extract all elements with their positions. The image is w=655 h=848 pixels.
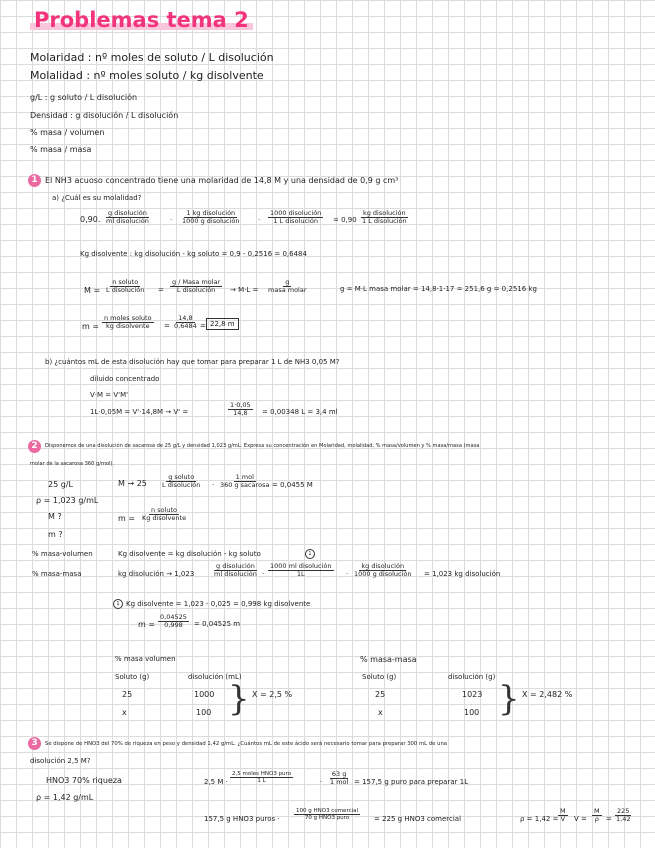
p2-fraction-c3: kg disolución 1000 g disolución bbox=[354, 562, 412, 579]
p1-fraction-1d: kg disolución 1 L disolución bbox=[362, 209, 407, 226]
definition-density: Densidad : g disolución / L disolución bbox=[30, 111, 179, 120]
p3-fraction-c2: 100 g HNO3 comercial 70 g HNO3 puro bbox=[296, 808, 359, 822]
p3-fraction-r1: $\frac{M}{V}$ bbox=[560, 807, 566, 824]
p3-rho-mid: V = bbox=[574, 815, 587, 823]
problem-3-statement-1: Se dispone de HNO3 del 70% de riqueza en peso y densidad 1,42 g/mL. ¿Cuántos mL de este ácido será necesario tomar para preparar 300 mL de una bbox=[45, 741, 448, 747]
p2-pct-mv-text: Kg disolvente = kg disolución - kg soluto bbox=[118, 550, 261, 558]
p2-mv-brace: } bbox=[228, 679, 250, 719]
problem-2-statement-2: molar de la sacarosa 360 g/mol). bbox=[30, 461, 115, 467]
p2-mv-r1a: 25 bbox=[122, 690, 133, 699]
p1-fraction-Mb: g / Masa molar L disolución bbox=[172, 278, 221, 295]
p1-dilution-eq: V·M = V'M' bbox=[90, 391, 129, 399]
p2-pct-mm-text: kg disolución → 1,023 bbox=[118, 570, 195, 578]
problem-1-question-a: a) ¿Cuál es su molalidad? bbox=[52, 194, 142, 202]
p2-mm-r2a: x bbox=[378, 708, 383, 717]
problem-1-statement: El NH3 acuoso concentrado tiene una molaridad de 14,8 M y una densidad de 0,9 g cm³ bbox=[45, 176, 399, 185]
p1-fraction-1c: 1000 disolución 1 L disolución bbox=[270, 209, 322, 226]
p2-mv-header-1: Soluto (g) bbox=[115, 673, 150, 681]
p2-m2-label: m = bbox=[138, 620, 156, 629]
p2-mm-r1a: 25 bbox=[375, 690, 386, 699]
p2-given-2: ρ = 1,023 g/mL bbox=[36, 496, 99, 505]
p2-given-1: 25 g/L bbox=[48, 480, 73, 489]
p1-fraction-1a: g disolución ml disolución bbox=[106, 209, 149, 226]
p2-mm-r2b: 100 bbox=[464, 708, 480, 717]
p2-given-3: M ? bbox=[48, 512, 62, 521]
definition-molality: Molalidad : nº moles soluto / kg disolvente bbox=[30, 69, 264, 82]
p2-fraction-m2: $\frac{0,04525}{0,998}$ bbox=[160, 613, 187, 630]
p2-fraction-m: n soluto Kg disolvente bbox=[142, 506, 187, 523]
p1-fraction-Ma: n soluto L disolución bbox=[106, 278, 145, 295]
page-title: Problemas tema 2 bbox=[30, 8, 253, 32]
p2-mm-brace: } bbox=[498, 679, 520, 719]
p1-m-result: 22,8 m bbox=[206, 318, 239, 330]
problem-2-statement-1: Disponemos de una disolución de sacarosa de 25 g/L y densidad 1,023 g/mL. Expresa su concentración en Molaridad, molalidad, % masa/volumen y % masa/masa (masa bbox=[45, 443, 480, 449]
p2-fraction-Mb: 1 mol 360 g sacarosa bbox=[220, 473, 270, 490]
p3-calc1-lead: 2,5 M · bbox=[204, 778, 228, 786]
p1-M-label: M = bbox=[84, 286, 101, 295]
p2-kg-solvent: Kg disolvente = 1,023 - 0,025 = 0,998 kg disolvente bbox=[126, 600, 311, 608]
p1-kg-solvent: Kg disolvente : kg disolución - kg soluto = 0,9 - 0,2516 = 0,6484 bbox=[80, 250, 307, 258]
p2-given-4: m ? bbox=[48, 530, 63, 539]
definition-gl: g/L : g soluto / L disolución bbox=[30, 93, 138, 102]
p3-rho-end: = bbox=[606, 815, 612, 823]
p1-fraction-dil: $\frac{1\cdot 0,05}{14,8}$ bbox=[230, 401, 251, 418]
p1-m-label: m = bbox=[82, 322, 100, 331]
p1-formula1-lead: 0,90. bbox=[80, 215, 101, 224]
circled-marker-1b: 1 bbox=[113, 599, 123, 609]
p3-fraction-r2: $\frac{M}{\rho}$ bbox=[594, 807, 600, 824]
p2-M-eq: M → 25 bbox=[118, 479, 147, 488]
p1-fraction-mb: $\frac{14,8}{0,6484}$ bbox=[174, 314, 197, 331]
problem-2-badge: 2 bbox=[28, 440, 41, 453]
p2-m-label: m = bbox=[118, 514, 136, 523]
p2-M-result: = 0,0455 M bbox=[272, 481, 313, 489]
p3-calc2-result: = 225 g HNO3 comercial bbox=[374, 815, 462, 823]
p2-mv-result: X = 2,5 % bbox=[252, 690, 293, 699]
p2-mm-result: X = 2,482 % bbox=[522, 690, 573, 699]
p3-fraction-r3: $\frac{225}{1,42}$ bbox=[616, 807, 631, 824]
p2-pct-mm-label: % masa-masa bbox=[32, 570, 82, 578]
p1-formula1-eq: = 0,90 bbox=[333, 216, 357, 224]
problem-3-badge: 3 bbox=[28, 737, 41, 750]
p3-rho-lead: ρ = 1,42 = bbox=[520, 815, 559, 823]
p2-mm-r1b: 1023 bbox=[462, 690, 483, 699]
definition-mass-volume: % masa / volumen bbox=[30, 128, 105, 137]
p2-mv-r2a: x bbox=[122, 708, 127, 717]
p3-calc1-result: = 157,5 g puro para preparar 1L bbox=[354, 778, 469, 786]
p1-dilution-labels: diluido concentrado bbox=[90, 375, 160, 383]
p3-fraction-c1b: 63 g 1 mol bbox=[330, 770, 349, 787]
p2-fraction-c2: 1000 ml disolución 1L bbox=[270, 562, 332, 579]
p2-mv-r1b: 1000 bbox=[194, 690, 215, 699]
p1-fraction-ma: n moles soluto kg disolvente bbox=[104, 314, 152, 331]
p2-mm-header-1: Soluto (g) bbox=[362, 673, 397, 681]
problem-1-question-b: b) ¿cuántos mL de esta disolución hay que tomar para preparar 1 L de NH3 0,05 M? bbox=[45, 358, 340, 366]
p3-calc2-lead: 157,5 g HNO3 puros · bbox=[204, 815, 280, 823]
p2-mm-header-2: disolución (g) bbox=[448, 673, 496, 681]
p1-M-arrow: → M·L = bbox=[230, 286, 259, 294]
problem-3-statement-2: disolución 2,5 M? bbox=[30, 757, 91, 765]
p2-mv-header-2: disolución (mL) bbox=[188, 673, 242, 681]
p1-fraction-Mc: g masa molar bbox=[268, 278, 307, 295]
p3-given-2: ρ = 1,42 g/mL bbox=[36, 793, 94, 802]
p3-given-1: HNO3 70% riqueza bbox=[46, 776, 122, 785]
p2-mv-r2b: 100 bbox=[196, 708, 212, 717]
p1-dilution-calc: 1L·0,05M = V'·14,8M → V' = bbox=[90, 408, 189, 416]
p1-fraction-1b: 1 kg disolución 1000 g disolución bbox=[182, 209, 240, 226]
definition-mass-mass: % masa / masa bbox=[30, 145, 92, 154]
definition-molarity: Molaridad : nº moles de soluto / L disolución bbox=[30, 51, 274, 64]
p3-fraction-c1a: 2,5 moles HNO3 puro 1 L bbox=[232, 771, 292, 785]
p2-fraction-Ma: g soluto L disolución bbox=[162, 473, 201, 490]
p2-mm-title: % masa-masa bbox=[360, 655, 417, 664]
p2-pct-mv-label: % masa-volumen bbox=[32, 550, 93, 558]
p2-c-result: = 1,023 kg disolución bbox=[424, 570, 501, 578]
p1-g-calc: g = M·L masa molar = 14,8·1·17 = 251,6 g = 0,2516 kg bbox=[340, 285, 537, 293]
problem-1-badge: 1 bbox=[28, 174, 41, 187]
p2-mv-title: % masa volumen bbox=[115, 655, 176, 663]
p1-dilution-result: = 0,00348 L = 3,4 ml bbox=[262, 408, 338, 416]
circled-marker-1: 1 bbox=[305, 549, 315, 559]
p2-m2-result: = 0,04525 m bbox=[194, 620, 241, 628]
p2-fraction-c1: g disolución ml disolución bbox=[214, 562, 257, 579]
